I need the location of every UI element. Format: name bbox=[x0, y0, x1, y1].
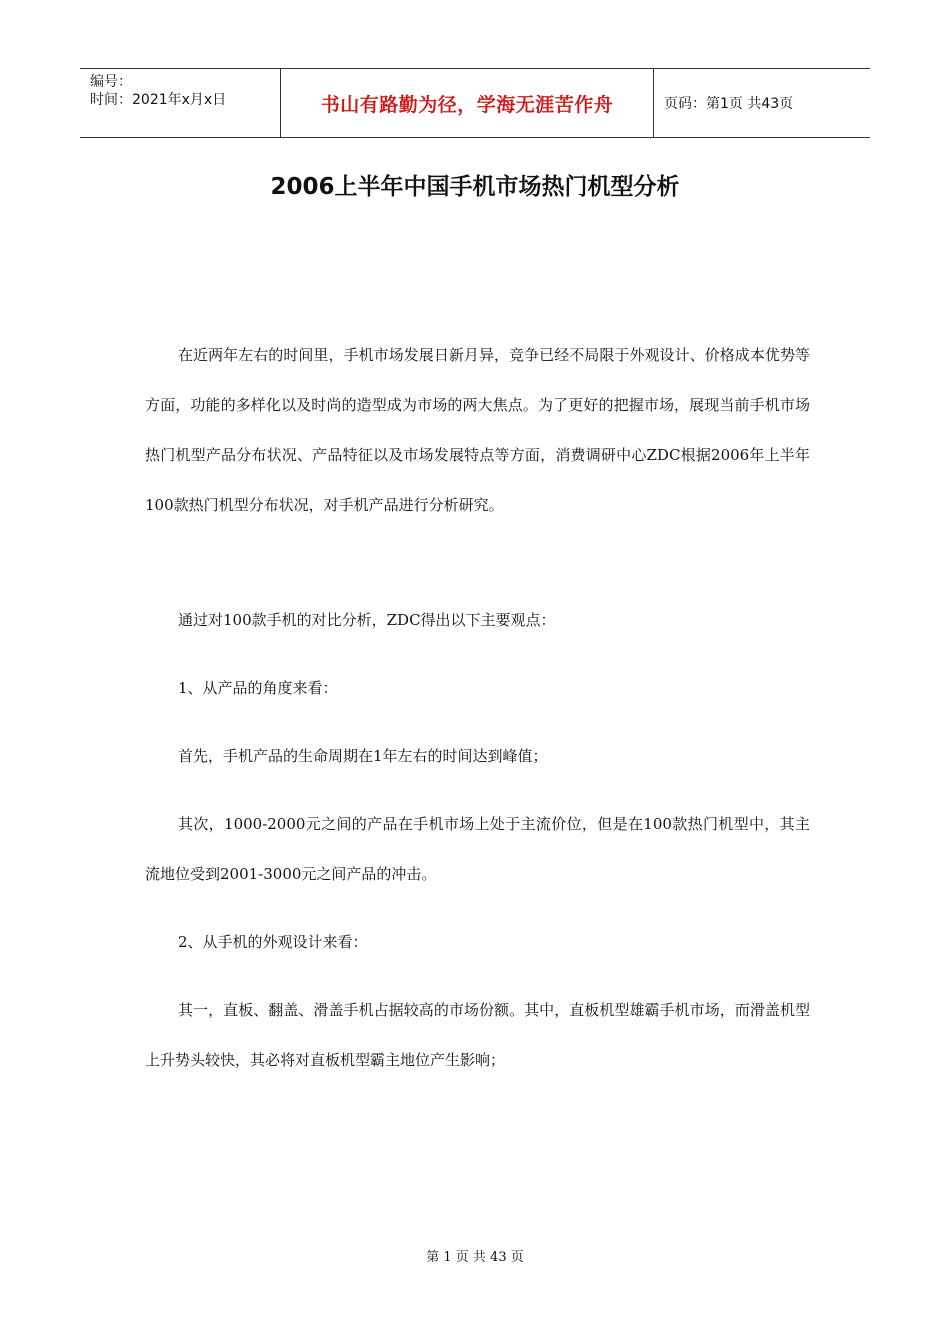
paragraph-design-point-1: 其一，直板、翻盖、滑盖手机占据较高的市场份额。其中，直板机型雄霸手机市场，而滑盖机型上升势头较快，其必将对直板机型霸主地位产生影响； bbox=[145, 1001, 810, 1069]
paragraph-design-heading: 2、从手机的外观设计来看： bbox=[178, 933, 368, 951]
paragraph-intro: 在近两年左右的时间里，手机市场发展日新月异，竞争已经不局限于外观设计、价格成本优势等方面，功能的多样化以及时尚的造型成为市场的两大焦点。为了更好的把握市场，展现当前手机市场热门机型产品分布状况、产品特征以及市场发展特点等方面，消费调研中心ZDC根据2006年上半年100款热门机型分布状况，对手机产品进行分析研究。 bbox=[145, 346, 810, 514]
document-time-label: 时间：2021年x月x日 bbox=[90, 92, 227, 108]
paragraph-product-heading: 1、从产品的角度来看： bbox=[178, 679, 338, 697]
header-motto: 书山有路勤为径，学海无涯苦作舟 bbox=[320, 93, 614, 116]
paragraph-product-point-2: 其次，1000-2000元之间的产品在手机市场上处于主流价位，但是在100款热门机型中，其主流地位受到2001-3000元之间产品的冲击。 bbox=[145, 815, 810, 883]
header-motto-cell bbox=[281, 69, 654, 137]
header-page-cell bbox=[654, 69, 870, 137]
header-page-info: 页码：第1页 共43页 bbox=[664, 96, 794, 112]
document-title: 2006上半年中国手机市场热门机型分析 bbox=[270, 174, 680, 200]
document-header-table bbox=[80, 68, 870, 138]
paragraph-product-point-1: 首先，手机产品的生命周期在1年左右的时间达到峰值； bbox=[178, 747, 548, 765]
header-meta-cell bbox=[80, 69, 281, 137]
page-footer: 第 1 页 共 43 页 bbox=[426, 1250, 524, 1265]
document-number-label: 编号： bbox=[90, 74, 132, 90]
paragraph-summary-lead: 通过对100款手机的对比分析，ZDC得出以下主要观点： bbox=[178, 611, 556, 629]
